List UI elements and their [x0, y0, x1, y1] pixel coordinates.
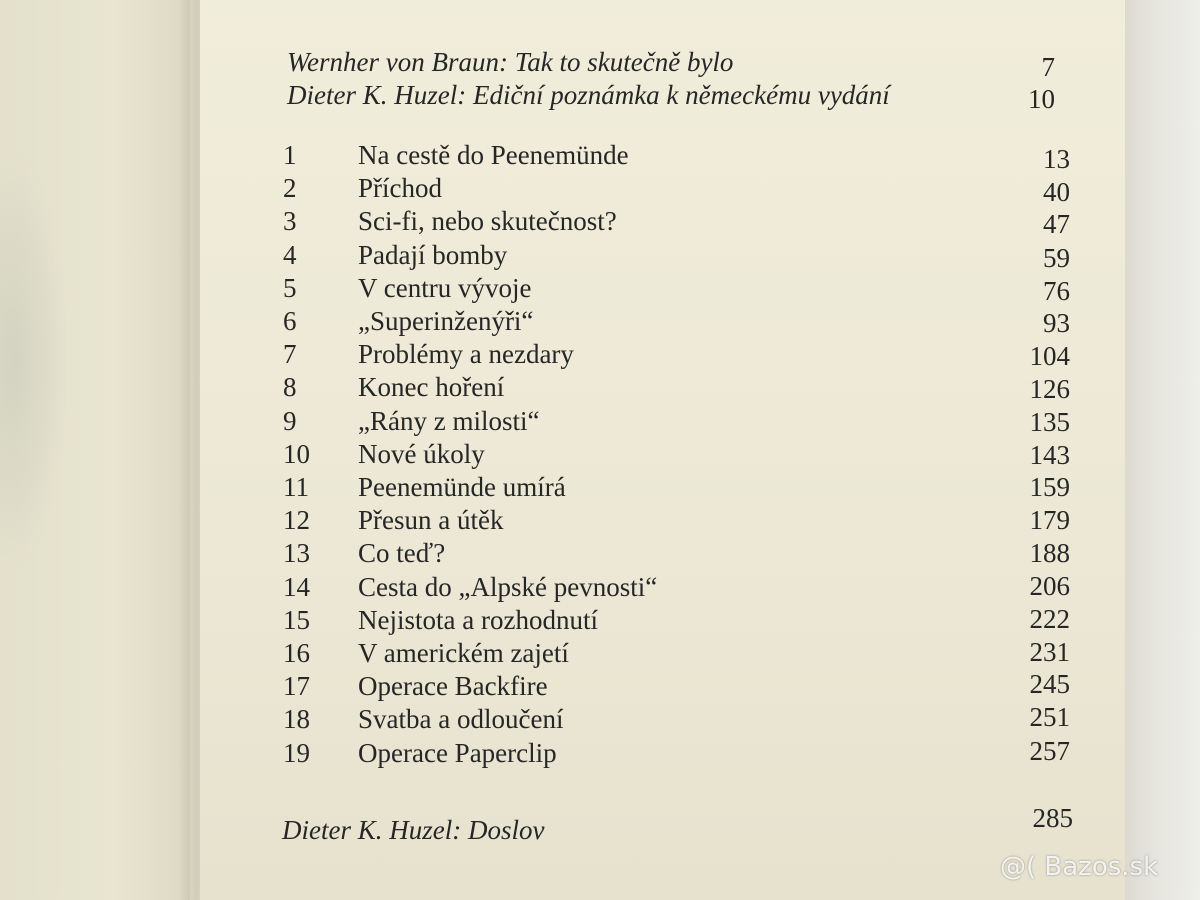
show-through-illustration	[0, 150, 70, 570]
chapter-number: 1	[283, 140, 297, 170]
back-matter-page: 285	[1032, 803, 1073, 833]
chapter-title: Co teď?	[358, 538, 446, 568]
chapter-title: Cesta do „Alpské pevnosti“	[358, 572, 658, 602]
chapter-page: 93	[1043, 308, 1070, 338]
chapter-number: 2	[283, 173, 297, 203]
chapter-page: 206	[1029, 571, 1070, 601]
chapter-title: Příchod	[358, 173, 442, 203]
chapter-number: 16	[283, 638, 310, 668]
page-edge	[1125, 0, 1200, 900]
chapter-number: 8	[283, 372, 297, 402]
chapter-title: Nejistota a rozhodnutí	[358, 605, 598, 635]
chapter-number: 14	[283, 572, 310, 602]
chapter-title: Operace Paperclip	[358, 738, 557, 768]
chapter-page: 104	[1029, 341, 1070, 371]
front-matter-title: Dieter K. Huzel: Ediční poznámka k německému vydání	[287, 80, 890, 110]
chapter-title: Svatba a odloučení	[358, 704, 564, 734]
chapter-number: 13	[283, 538, 310, 568]
chapter-page: 245	[1029, 669, 1070, 699]
previous-page	[0, 0, 190, 900]
chapter-page: 13	[1043, 144, 1070, 174]
back-matter-title: Dieter K. Huzel: Doslov	[282, 815, 545, 845]
chapter-page: 76	[1043, 276, 1070, 306]
chapter-number: 5	[283, 273, 297, 303]
front-matter-page: 10	[1028, 84, 1055, 114]
chapter-title: Peenemünde umírá	[358, 472, 566, 502]
chapter-number: 12	[283, 505, 310, 535]
chapter-page: 222	[1029, 604, 1070, 634]
chapter-title: Problémy a nezdary	[358, 339, 574, 369]
chapter-number: 6	[283, 306, 297, 336]
chapter-title: Konec hoření	[358, 372, 505, 402]
chapter-number: 7	[283, 339, 297, 369]
chapter-title: Operace Backfire	[358, 671, 548, 701]
chapter-number: 17	[283, 671, 310, 701]
chapter-number: 19	[283, 738, 310, 768]
chapter-page: 40	[1043, 177, 1070, 207]
chapter-page: 179	[1029, 505, 1070, 535]
chapter-page: 188	[1029, 538, 1070, 568]
chapter-title: Nové úkoly	[358, 439, 485, 469]
chapter-number: 9	[283, 406, 297, 436]
chapter-title: Na cestě do Peenemünde	[358, 140, 629, 170]
chapter-title: Přesun a útěk	[358, 505, 504, 535]
chapter-title: V centru vývoje	[358, 273, 532, 303]
chapter-number: 10	[283, 439, 310, 469]
front-matter-page: 7	[1041, 52, 1055, 82]
chapter-page: 126	[1029, 374, 1070, 404]
chapter-page: 135	[1029, 407, 1070, 437]
chapter-page: 257	[1029, 736, 1070, 766]
chapter-page: 47	[1043, 209, 1070, 239]
chapter-page: 231	[1029, 637, 1070, 667]
chapter-title: V americkém zajetí	[358, 638, 569, 668]
front-matter-title: Wernher von Braun: Tak to skutečně bylo	[287, 47, 734, 77]
chapter-number: 3	[283, 206, 297, 236]
chapter-page: 159	[1029, 472, 1070, 502]
chapter-number: 18	[283, 704, 310, 734]
chapter-number: 15	[283, 605, 310, 635]
chapter-page: 143	[1029, 440, 1070, 470]
chapter-title: Padají bomby	[358, 240, 508, 270]
chapter-title: „Rány z milosti“	[358, 406, 540, 436]
chapter-title: „Superinženýři“	[358, 306, 534, 336]
bazos-watermark: @( Bazos.sk	[1000, 852, 1159, 882]
chapter-page: 59	[1043, 243, 1070, 273]
chapter-number: 11	[283, 472, 309, 502]
chapter-number: 4	[283, 240, 297, 270]
chapter-title: Sci-fi, nebo skutečnost?	[358, 206, 617, 236]
chapter-page: 251	[1029, 702, 1070, 732]
